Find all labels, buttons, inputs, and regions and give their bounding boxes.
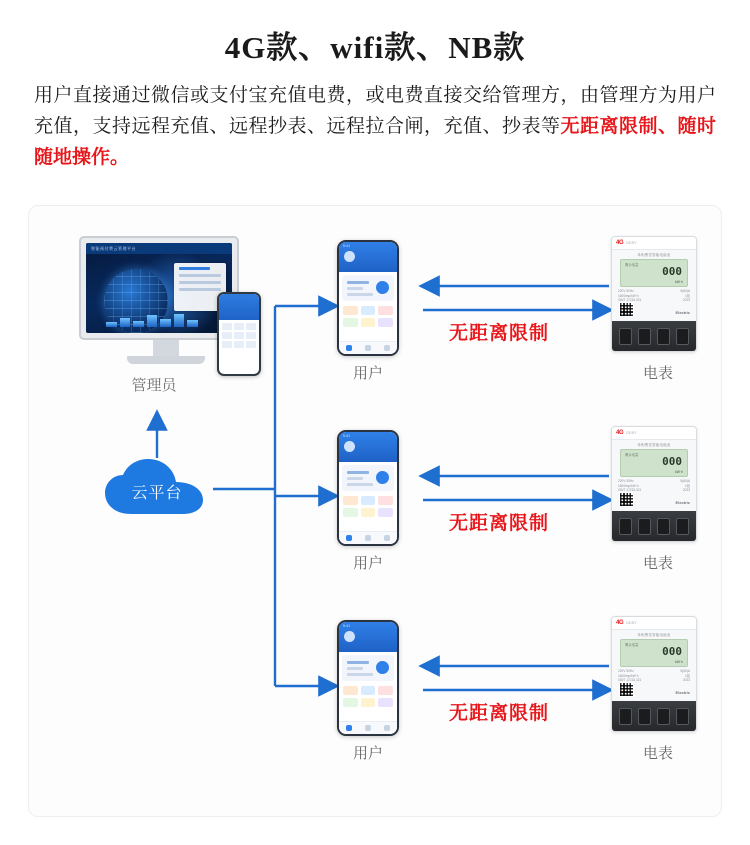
menu-tile[interactable] bbox=[361, 306, 376, 315]
bar bbox=[160, 319, 171, 327]
meter-brand: DDSY bbox=[626, 241, 637, 245]
meter-label-1: 电表 bbox=[642, 366, 673, 382]
menu-tile bbox=[246, 332, 256, 339]
lcd-unit: kW·h bbox=[675, 280, 683, 284]
balance-card bbox=[342, 275, 394, 301]
spec-right: 5(60)A bbox=[680, 289, 690, 293]
meter-device-1 bbox=[611, 236, 697, 352]
page-title: 4G款、wifi款、NB款 bbox=[224, 30, 526, 65]
monitor-base bbox=[127, 356, 205, 364]
meter-terminal-block bbox=[612, 511, 696, 541]
diagram-panel bbox=[28, 205, 722, 817]
menu-tile[interactable] bbox=[378, 686, 393, 695]
lcd-value: 000 bbox=[662, 645, 682, 658]
terminal-slot bbox=[657, 328, 670, 345]
spec-left: GB/T 17215.321 bbox=[618, 488, 642, 493]
card-line bbox=[179, 274, 221, 277]
menu-tile[interactable] bbox=[361, 686, 376, 695]
meter-terminal-block bbox=[612, 701, 696, 731]
phone-header bbox=[339, 432, 397, 462]
phone-tabbar bbox=[339, 341, 397, 354]
lcd-caption: 剩余电量 bbox=[625, 263, 639, 267]
tab-records-icon[interactable] bbox=[365, 725, 371, 731]
menu-tile[interactable] bbox=[343, 698, 358, 707]
menu-tile[interactable] bbox=[378, 698, 393, 707]
link-label-1: 无距离限制 bbox=[449, 323, 550, 344]
monitor-neck bbox=[153, 340, 179, 356]
description-highlight: 无距离限制、随时随地操作。 bbox=[34, 115, 716, 168]
menu-tile[interactable] bbox=[343, 306, 358, 315]
cloud-label: 云平台 bbox=[131, 485, 183, 502]
meter-model: 单相费控智能电能表 bbox=[637, 632, 671, 637]
meter-label-3: 电表 bbox=[642, 746, 673, 762]
qr-code-icon bbox=[619, 302, 634, 317]
diagram-stage bbox=[29, 206, 721, 816]
card-line bbox=[179, 281, 221, 284]
meter-spec bbox=[612, 669, 696, 683]
terminal-slot bbox=[657, 708, 670, 725]
cloud-node bbox=[101, 458, 213, 520]
terminal-slot bbox=[619, 708, 632, 725]
page-description bbox=[28, 81, 722, 173]
menu-tile[interactable] bbox=[343, 508, 358, 517]
meter-logo: Electric bbox=[675, 310, 690, 315]
menu-tile bbox=[246, 341, 256, 348]
lcd-unit: kW·h bbox=[675, 660, 683, 664]
admin-phone bbox=[217, 292, 261, 376]
lcd-unit: kW·h bbox=[675, 470, 683, 474]
terminal-slot bbox=[619, 328, 632, 345]
menu-tile[interactable] bbox=[378, 318, 393, 327]
platform-title: 智能预付费云管理平台 bbox=[86, 243, 232, 254]
tab-home-icon[interactable] bbox=[346, 535, 352, 541]
phone-statusbar: 9:41 bbox=[343, 624, 351, 628]
spec-left: 220V 50Hz bbox=[618, 479, 634, 483]
bar bbox=[147, 315, 158, 327]
terminal-slot bbox=[638, 708, 651, 725]
link-label-3: 无距离限制 bbox=[449, 703, 550, 724]
phone-tabbar bbox=[339, 531, 397, 544]
lcd-value: 000 bbox=[662, 455, 682, 468]
tab-profile-icon[interactable] bbox=[384, 535, 390, 541]
menu-tile bbox=[222, 323, 232, 330]
bar bbox=[106, 322, 117, 327]
terminal-slot bbox=[638, 518, 651, 535]
spec-right: 1级 bbox=[685, 483, 690, 488]
menu-tile bbox=[222, 332, 232, 339]
meter-model: 单相费控智能电能表 bbox=[637, 252, 671, 257]
menu-tile[interactable] bbox=[361, 496, 376, 505]
lcd-value: 000 bbox=[662, 265, 682, 278]
lcd-caption: 剩余电量 bbox=[625, 453, 639, 457]
tab-home-icon[interactable] bbox=[346, 725, 352, 731]
meter-logo: Electric bbox=[675, 690, 690, 695]
meter-brand: DDSY bbox=[626, 431, 637, 435]
menu-tile[interactable] bbox=[378, 496, 393, 505]
card-line bbox=[347, 287, 363, 290]
card-line bbox=[347, 477, 363, 480]
monitor bbox=[79, 236, 239, 340]
avatar bbox=[344, 631, 355, 642]
meter-model: 单相费控智能电能表 bbox=[637, 442, 671, 447]
card-line bbox=[347, 483, 373, 486]
meter-spec bbox=[612, 479, 696, 493]
card-line bbox=[179, 288, 221, 291]
spec-right: 1级 bbox=[685, 673, 690, 678]
menu-tile bbox=[234, 323, 244, 330]
menu-tile bbox=[246, 323, 256, 330]
user-phone-1[interactable] bbox=[337, 240, 399, 356]
network-badge: 4G bbox=[616, 240, 624, 246]
terminal-slot bbox=[657, 518, 670, 535]
phone-statusbar: 9:41 bbox=[343, 434, 351, 438]
recharge-icon[interactable] bbox=[376, 471, 389, 484]
spec-left: 220V 50Hz bbox=[618, 669, 634, 673]
user-label-1: 用户 bbox=[352, 366, 383, 382]
meter-logo: Electric bbox=[675, 500, 690, 505]
meter-lcd bbox=[620, 259, 688, 287]
meter-terminal-block bbox=[612, 321, 696, 351]
bar bbox=[187, 320, 198, 327]
meter-label-2: 电表 bbox=[642, 556, 673, 572]
menu-tile[interactable] bbox=[343, 496, 358, 505]
spec-right: 1级 bbox=[685, 293, 690, 298]
spec-right: 2023 bbox=[682, 678, 690, 683]
meter-topbar bbox=[612, 617, 696, 630]
meter-spec bbox=[612, 289, 696, 303]
bar bbox=[133, 321, 144, 327]
menu-tile[interactable] bbox=[343, 318, 358, 327]
tab-profile-icon[interactable] bbox=[384, 345, 390, 351]
terminal-slot bbox=[619, 518, 632, 535]
terminal-slot bbox=[676, 708, 689, 725]
phone-statusbar: 9:41 bbox=[343, 244, 351, 248]
phone-screen bbox=[339, 622, 397, 734]
card-line bbox=[347, 293, 373, 296]
terminal-slot bbox=[676, 518, 689, 535]
menu-tile bbox=[222, 341, 232, 348]
card-line bbox=[347, 667, 363, 670]
spec-left: GB/T 17215.321 bbox=[618, 678, 642, 683]
spec-left: 1600imp/kW·h bbox=[618, 293, 639, 298]
lcd-caption: 剩余电量 bbox=[625, 643, 639, 647]
meter-topbar bbox=[612, 427, 696, 440]
monitor-screen bbox=[86, 243, 232, 333]
terminal-slot bbox=[676, 328, 689, 345]
admin-label: 管理员 bbox=[131, 378, 177, 394]
menu-tile[interactable] bbox=[378, 508, 393, 517]
meter-lcd bbox=[620, 639, 688, 667]
network-badge: 4G bbox=[616, 430, 624, 436]
meter-device-3 bbox=[611, 616, 697, 732]
meter-topbar bbox=[612, 237, 696, 250]
spec-left: 220V 50Hz bbox=[618, 289, 634, 293]
meter-device-2 bbox=[611, 426, 697, 542]
qr-code-icon bbox=[619, 682, 634, 697]
menu-tile bbox=[234, 332, 244, 339]
phone-tabbar bbox=[339, 721, 397, 734]
menu-tile[interactable] bbox=[378, 306, 393, 315]
bar bbox=[174, 314, 185, 327]
admin-node bbox=[71, 236, 261, 395]
terminal-slot bbox=[638, 328, 651, 345]
user-phone-3[interactable] bbox=[337, 620, 399, 736]
avatar bbox=[344, 441, 355, 452]
phone-menu bbox=[339, 494, 397, 519]
phone-menu bbox=[339, 304, 397, 329]
phone-screen bbox=[339, 432, 397, 544]
page-header bbox=[0, 0, 750, 173]
card-line bbox=[347, 673, 373, 676]
phone-header bbox=[339, 242, 397, 272]
link-label-2: 无距离限制 bbox=[449, 513, 550, 534]
balance-card bbox=[342, 655, 394, 681]
dashboard-bars bbox=[106, 313, 198, 327]
recharge-icon[interactable] bbox=[376, 281, 389, 294]
spec-left: 1600imp/kW·h bbox=[618, 483, 639, 488]
card-line bbox=[179, 267, 210, 270]
menu-tile[interactable] bbox=[361, 698, 376, 707]
card-line bbox=[347, 661, 369, 664]
meter-brand: DDSY bbox=[626, 621, 637, 625]
spec-left: GB/T 17215.321 bbox=[618, 298, 642, 303]
tab-profile-icon[interactable] bbox=[384, 725, 390, 731]
menu-tile[interactable] bbox=[343, 686, 358, 695]
meter-lcd bbox=[620, 449, 688, 477]
user-label-2: 用户 bbox=[352, 556, 383, 572]
phone-header bbox=[339, 622, 397, 652]
bar bbox=[120, 318, 131, 327]
phone-menu bbox=[339, 684, 397, 709]
phone-screen bbox=[339, 242, 397, 354]
card-line bbox=[347, 281, 369, 284]
spec-right: 5(60)A bbox=[680, 669, 690, 673]
user-phone-2[interactable] bbox=[337, 430, 399, 546]
admin-phone-screen bbox=[219, 294, 259, 374]
spec-right: 2023 bbox=[682, 298, 690, 303]
tab-home-icon[interactable] bbox=[346, 345, 352, 351]
balance-card bbox=[342, 465, 394, 491]
recharge-icon[interactable] bbox=[376, 661, 389, 674]
card-line bbox=[347, 471, 369, 474]
menu-tile bbox=[234, 341, 244, 348]
tab-records-icon[interactable] bbox=[365, 345, 371, 351]
spec-left: 1600imp/kW·h bbox=[618, 673, 639, 678]
menu-tile[interactable] bbox=[361, 318, 376, 327]
tab-records-icon[interactable] bbox=[365, 535, 371, 541]
network-badge: 4G bbox=[616, 620, 624, 626]
user-label-3: 用户 bbox=[352, 746, 383, 762]
spec-right: 2023 bbox=[682, 488, 690, 493]
admin-phone-menu bbox=[219, 320, 259, 351]
qr-code-icon bbox=[619, 492, 634, 507]
description-text: 用户直接通过微信或支付宝充值电费，或电费直接交给管理方，由管理方为用户充值，支持远程充值、远程抄表、远程拉合闸，充值、抄表等 bbox=[34, 85, 716, 137]
admin-phone-header bbox=[219, 294, 259, 320]
avatar bbox=[344, 251, 355, 262]
spec-right: 5(60)A bbox=[680, 479, 690, 483]
menu-tile[interactable] bbox=[361, 508, 376, 517]
